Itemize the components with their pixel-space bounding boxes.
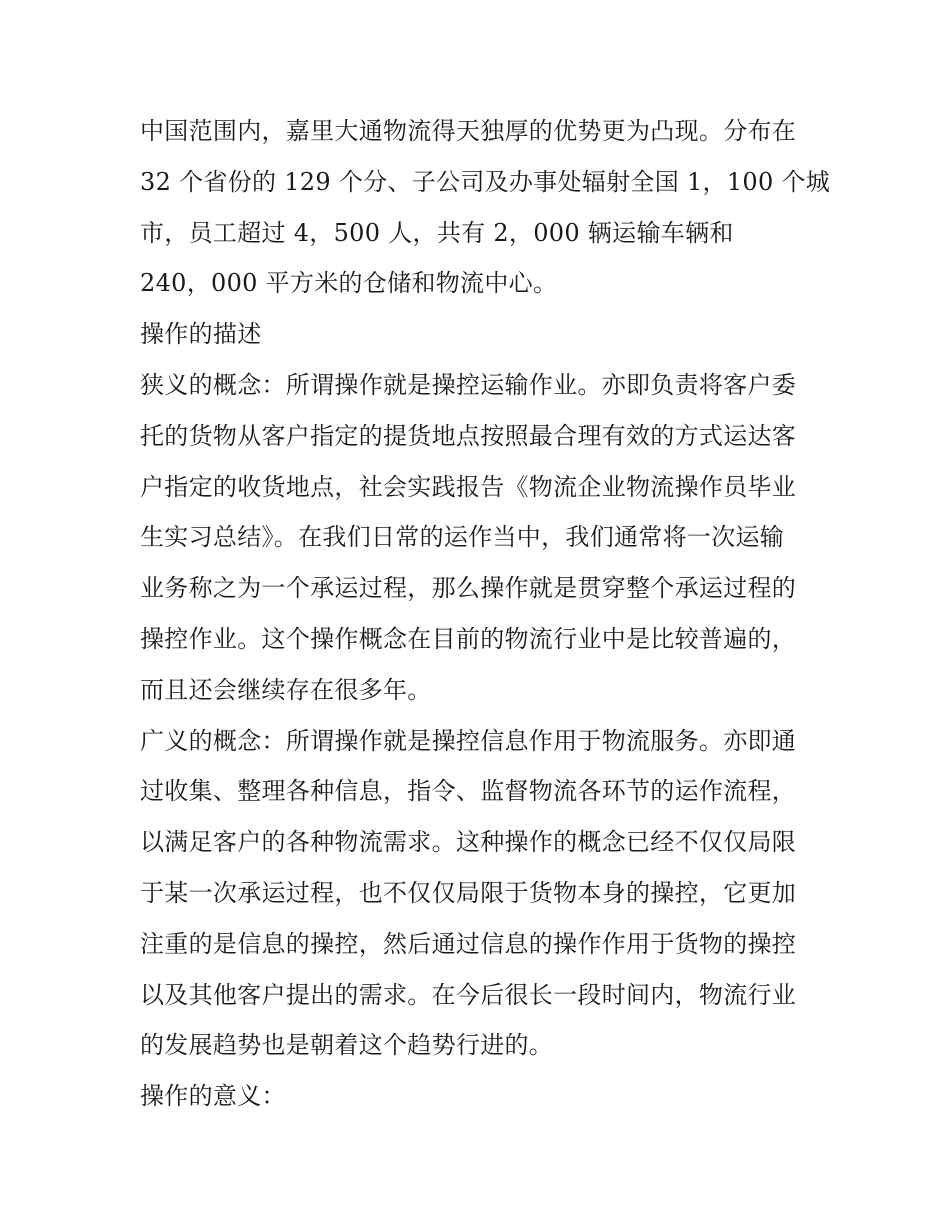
text-line: 注重的是信息的操控，然后通过信息的操作作用于货物的操控	[140, 929, 797, 958]
section-heading: 操作的意义：	[140, 1082, 286, 1111]
text-line: 狭义的概念：所谓操作就是操控运输作业。亦即负责将客户委	[140, 370, 797, 399]
paragraph-company-overview	[140, 106, 831, 309]
paragraph-broad-concept	[140, 716, 816, 1072]
paragraph-narrow-concept	[140, 360, 816, 716]
text-line: 生实习总结》。在我们日常的运作当中，我们通常将一次运输	[140, 523, 785, 552]
heading-operation-description	[140, 309, 816, 360]
text-line: 操控作业。这个操作概念在目前的物流行业中是比较普遍的，	[140, 624, 797, 653]
text-line: 的发展趋势也是朝着这个趋势行进的。	[140, 1031, 554, 1060]
text-line: 中国范围内，嘉里大通物流得天独厚的优势更为凸现。分布在	[140, 117, 797, 145]
text-line: 于某一次承运过程，也不仅仅局限于货物本身的操控，它更加	[140, 878, 797, 907]
text-line: 户指定的收货地点，社会实践报告《物流企业物流操作员毕业	[140, 472, 797, 501]
heading-operation-significance	[140, 1071, 816, 1122]
text-line: 以满足客户的各种物流需求。这种操作的概念已经不仅仅局限	[140, 828, 797, 857]
text-line: 业务称之为一个承运过程，那么操作就是贯穿整个承运过程的	[140, 574, 797, 603]
text-line: 市，员工超过 4，500 人，共有 2，000 辆运输车辆和	[140, 218, 734, 247]
text-line: 广义的概念：所谓操作就是操控信息作用于物流服务。亦即通	[140, 726, 797, 755]
document-body	[140, 106, 831, 1122]
text-line: 以及其他客户提出的需求。在今后很长一段时间内，物流行业	[140, 980, 797, 1009]
text-line: 32 个省份的 129 个分、子公司及办事处辐射全国 1，100 个城	[140, 167, 831, 196]
text-line: 240，000 平方米的仓储和物流中心。	[140, 269, 558, 298]
text-line: 托的货物从客户指定的提货地点按照最合理有效的方式运达客	[140, 421, 797, 450]
section-heading: 操作的描述	[140, 320, 262, 349]
text-line: 过收集、整理各种信息，指令、监督物流各环节的运作流程，	[140, 777, 797, 806]
text-line: 而且还会继续存在很多年。	[140, 675, 432, 704]
